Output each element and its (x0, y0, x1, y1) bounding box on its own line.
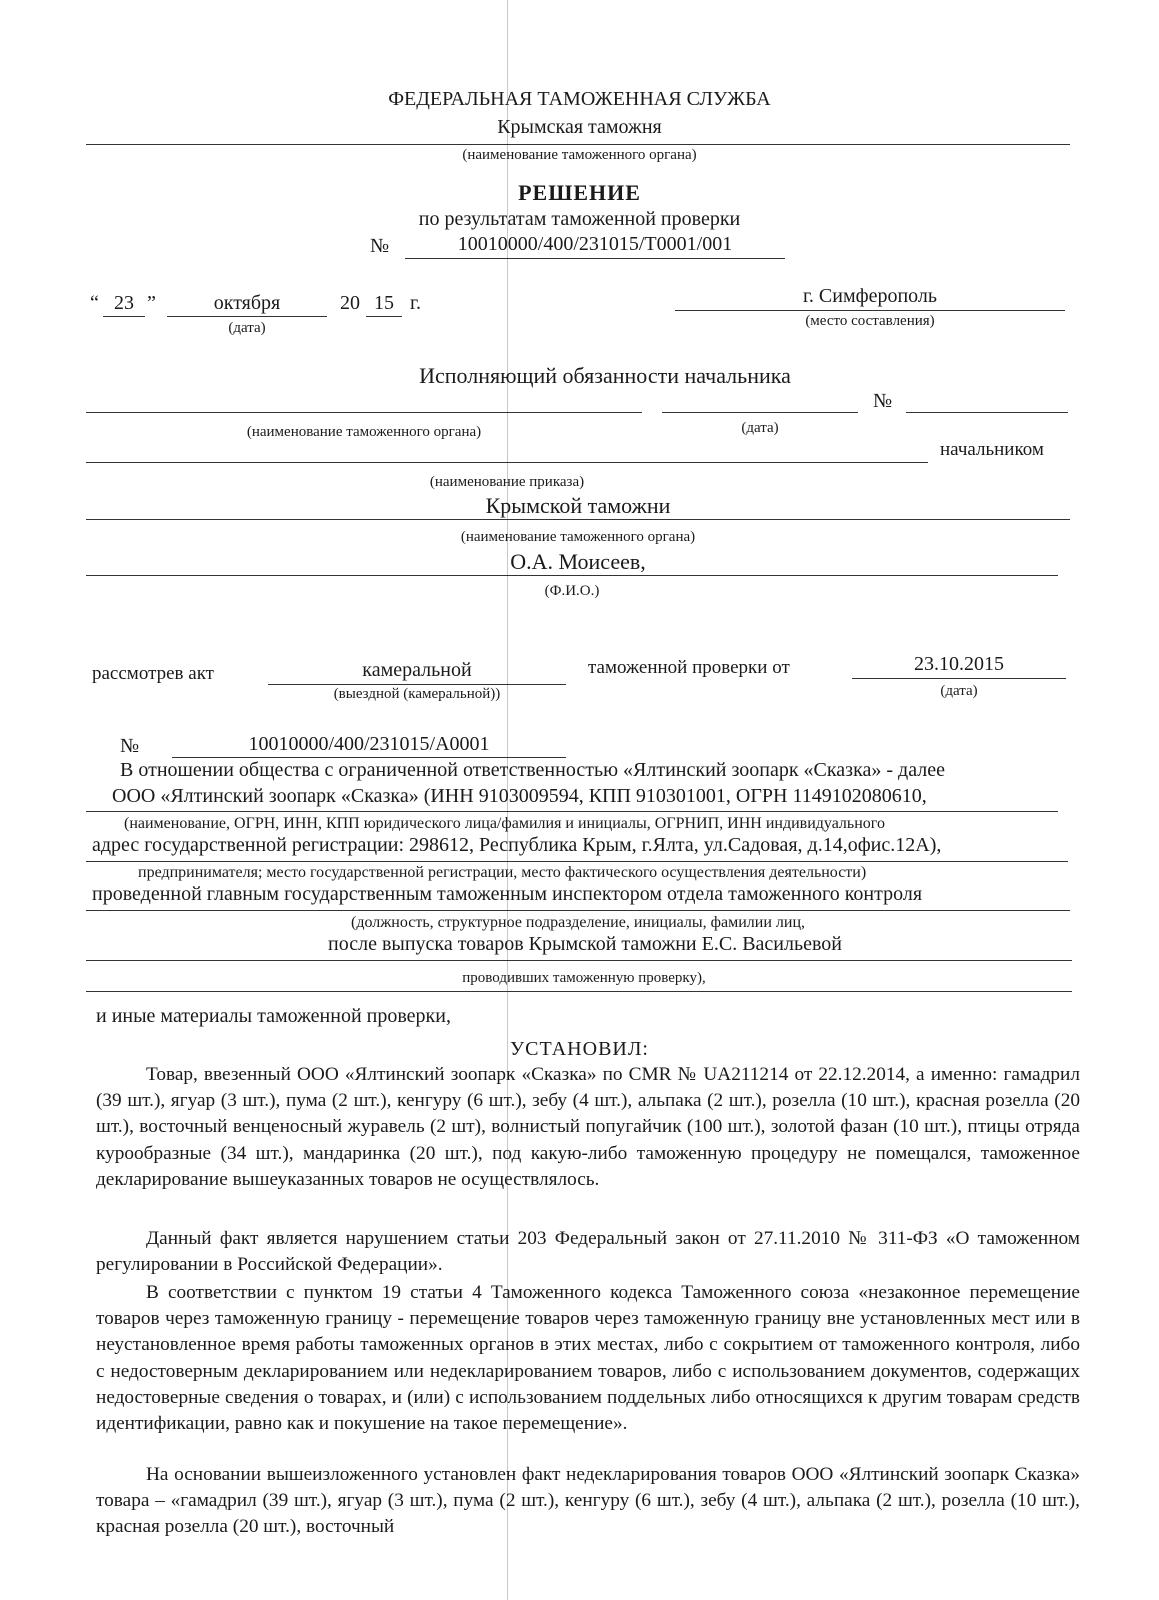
date-year-prefix: 20 (340, 292, 360, 314)
established-heading: УСТАНОВИЛ: (510, 1038, 649, 1060)
subject-caption-4: проводивших таможенную проверку), (462, 970, 706, 986)
act-number-underline (172, 757, 566, 758)
org-name-underline (86, 519, 1070, 520)
customs-name-underline (86, 144, 1070, 145)
subject-caption-3: (должность, структурное подразделение, инициалы, фамилии лиц, (350, 914, 806, 931)
subject-line-4-underline (86, 910, 1070, 911)
subject-line-5-underline (86, 960, 1072, 961)
order-number-underline (906, 412, 1068, 413)
considered-label: рассмотрев акт (92, 663, 214, 684)
customs-name: Крымская таможня (497, 116, 662, 138)
subject-line-2-underline (86, 811, 1058, 812)
org-name: Крымской таможни (485, 493, 671, 518)
date-month-underline (167, 316, 327, 317)
decision-title: РЕШЕНИЕ (518, 180, 641, 205)
date-day: 23 (114, 292, 134, 314)
act-date-underline (852, 678, 1066, 679)
official-position: Исполняющий обязанности начальника (419, 363, 791, 388)
org-caption: (наименование таможенного органа) (246, 424, 482, 440)
date-open-quote: “ (90, 292, 99, 314)
fio-underline (86, 575, 1058, 576)
subject-line-3: адрес государственной регистрации: 298612, Республика Крым, г.Ялта, ул.Садовая, д.14,офис.12А), (92, 834, 942, 856)
act-date: 23.10.2015 (914, 653, 1004, 675)
order-caption: (наименование приказа) (429, 474, 585, 490)
subject-line-1: В отношении общества с ограниченной ответственностью «Ялтинский зоопарк «Сказка» - далее (120, 759, 945, 781)
act-number: 10010000/400/231015/А0001 (248, 733, 490, 755)
date-year-underline (366, 316, 402, 317)
org-name-caption: (наименование таможенного органа) (460, 529, 696, 545)
fio-caption: (Ф.И.О.) (544, 583, 600, 599)
date-day-underline (103, 316, 145, 317)
decision-number-sign: № (370, 235, 390, 257)
act-number-sign: № (120, 735, 140, 757)
place-underline (675, 310, 1065, 311)
date-month: октября (213, 292, 281, 314)
subject-line-4: проведенной главным государственным таможенным инспектором отдела таможенного контроля (92, 883, 923, 905)
subject-caption-2: предпринимателя; место государственной регистрации, место фактического осуществления деятельности) (138, 864, 867, 881)
paragraph-goods: Товар, ввезенный ООО «Ялтинский зоопарк «Сказка» по CMR № UA211214 от 22.12.2014, а именно: гамадрил (39 шт.), ягуар (3 шт.), пума (2 шт.), кенгуру (6 шт.), зебу (4 шт.), альпака (2 шт.), розелла (10 шт.), красная розелла (20 шт.), восточный венценосный журавель (2 шт), волнистый попугайчик (100 шт.), золотой фазан (10 шт.), птицы отряда курообразные (34 шт.), мандаринка (20 шт.), под какую-либо таможенную процедуру не помещался, таможенное декларирование вышеуказанных товаров не осуществлялось. (96, 1064, 1080, 1190)
paragraph-violation: Данный факт является нарушением статьи 203 Федеральный закон от 27.11.2010 № 311-ФЗ «О таможенном регулировании в Российской Федерации». (96, 1228, 1080, 1276)
date-year-suffix: 15 (374, 292, 394, 314)
order-name-underline (86, 462, 928, 463)
order-date-caption: (дата) (741, 420, 779, 436)
place-caption: (место составления) (805, 313, 935, 329)
materials-line: и иные материалы таможенной проверки, (96, 1005, 451, 1027)
customs-caption: (наименование таможенного органа) (462, 147, 697, 163)
date-year-mark: г. (410, 292, 421, 314)
official-fio: О.А. Моисеев, (510, 549, 646, 574)
inspection-from-label: таможенной проверки от (588, 657, 790, 678)
act-type-caption: (выездной (камеральной)) (333, 686, 501, 702)
decision-number-underline (405, 258, 785, 259)
paragraph-customs-code: В соответствии с пунктом 19 статьи 4 Таможенного кодекса Таможенного союза «незаконное перемещение товаров через таможенную границу - перемещение товаров через таможенную границу вне установленных мест или в неустановленное время работы таможенных органов в этих местах, либо с сокрытием от таможенного контроля, либо с недостоверным декларированием или недекларированием товаров, либо с использованием документов, содержащих недостоверные сведения о товарах, и (или) с использованием поддельных либо относящихся к другим товарам средств идентификации, равно как и покушение на такое перемещение». (96, 1282, 1080, 1435)
subject-line-3-underline (86, 861, 1068, 862)
org-underline (86, 412, 642, 413)
subject-line-2: ООО «Ялтинский зоопарк «Сказка» (ИНН 9103009594, КПП 910301001, ОГРН 1149102080610, (112, 785, 927, 807)
act-date-caption: (дата) (940, 683, 978, 699)
chief-word: начальником (940, 439, 1044, 460)
date-close-quote: ” (147, 292, 156, 314)
order-date-underline (662, 412, 858, 413)
subject-line-5: после выпуска товаров Крымской таможни Е.С. Васильевой (328, 933, 842, 955)
subject-caption-4-underline (86, 991, 1072, 992)
agency-title: ФЕДЕРАЛЬНАЯ ТАМОЖЕННАЯ СЛУЖБА (388, 88, 771, 110)
act-type: камеральной (362, 659, 472, 681)
place: г. Симферополь (802, 285, 938, 307)
date-caption: (дата) (228, 320, 266, 336)
decision-number: 10010000/400/231015/Т0001/001 (457, 233, 733, 255)
subject-caption-1: (наименование, ОГРН, ИНН, КПП юридического лица/фамилия и инициалы, ОГРНИП, ИНН индивидуального (124, 815, 885, 832)
act-type-underline (268, 684, 566, 685)
decision-subtitle: по результатам таможенной проверки (418, 208, 741, 230)
paragraph-conclusion: На основании вышеизложенного установлен факт недекларирования товаров ООО «Ялтинский зоопарк Сказка» товара – «гамадрил (39 шт.), ягуар (3 шт.), пума (2 шт.), кенгуру (6 шт.), зебу (4 шт.), альпака (2 шт.), розелла (10 шт.), красная розелла (20 шт.), восточный (96, 1464, 1080, 1538)
order-number-sign: № (873, 390, 893, 412)
